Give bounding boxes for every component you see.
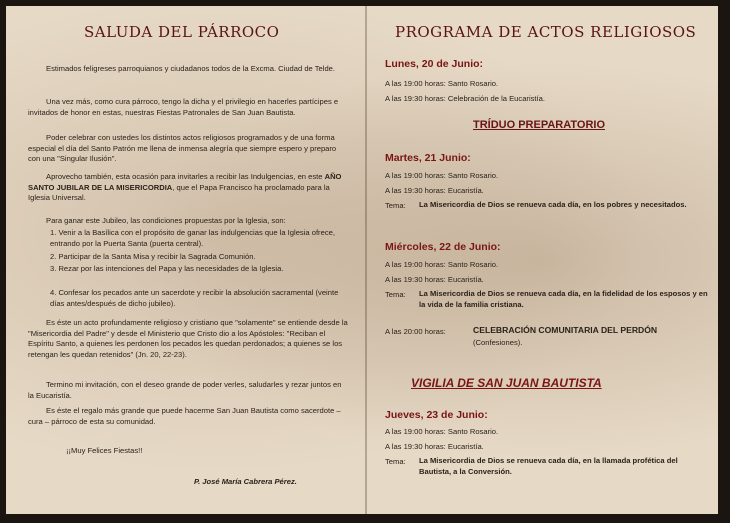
confessions-note: (Confesiones). [473,338,523,347]
paragraph-4 [28,172,348,204]
paragraph-4-text-a: Aprovecho también, esta ocasión para invitarles a recibir las Indulgencias, en este [46,172,325,181]
vigil-heading: VIGILIA DE SAN JUAN BAUTISTA [411,376,602,390]
tuesday-line-2: A las 19:30 horas: Eucaristía. [385,186,484,195]
thursday-line-2: A las 19:30 horas: Eucaristía. [385,442,484,451]
tuesday-tema-text: La Misericordia de Dios se renueva cada día, en los pobres y necesitados. [419,200,687,209]
wednesday-line-3: A las 20:00 horas: [385,327,446,336]
date-thursday: Jueves, 23 de Junio: [385,409,488,421]
condition-item-1: 1. Venir a la Basílica con el propósito de ganar las indulgencias que la Iglesia ofrece, entrando por la Puerta Santa (puerta central). [50,228,335,248]
paragraph-5: Para ganar este Jubileo, las condiciones propuestas por la Iglesia, son: [46,216,286,225]
program-sheet [6,6,718,514]
right-title: PROGRAMA DE ACTOS RELIGIOSOS [395,23,697,41]
date-monday: Lunes, 20 de Junio: [385,58,484,70]
thursday-line-1: A las 19:00 horas: Santo Rosario. [385,427,499,436]
paragraph-8: Es éste el regalo más grande que puede hacerme San Juan Bautista como sacerdote – cura – párroco de esta su comunidad. [28,406,341,426]
tuesday-tema-label: Tema: [385,201,406,210]
wednesday-line-1: A las 19:00 horas: Santo Rosario. [385,260,499,269]
thursday-tema-label: Tema: [385,457,406,466]
page-fold [365,6,367,514]
thursday-tema-text: La Misericordia de Dios se renueva cada día, en la llamada profética del Bautista, a la Conversión. [419,456,678,476]
tuesday-tema [419,200,711,211]
left-title: SALUDA DEL PÁRROCO [84,23,280,41]
paragraph-7: Termino mi invitación, con el deseo grande de poder verles, saludarles y rezar juntos en la Eucaristía. [28,380,342,400]
greeting: ¡¡Muy Felices Fiestas!! [66,446,143,455]
paragraph-4-text-c: , que el Papa Francisco ha proclamado para la Iglesia Universal. [28,182,330,202]
condition-item-4: 4. Confesar los pecados ante un sacerdote y recibir la absolución sacramental (veinte días antes/después de dicho jubileo). [50,288,339,308]
celebration-title: CELEBRACIÓN COMUNITARIA DEL PERDÓN [473,325,658,335]
monday-line-2: A las 19:30 horas: Celebración de la Eucaristía. [385,94,545,103]
wednesday-tema [419,289,711,310]
condition-item-2: 2. Participar de la Santa Misa y recibir la Sagrada Comunión. [50,252,256,261]
date-tuesday: Martes, 21 Junio: [385,152,471,164]
tuesday-line-1: A las 19:00 horas: Santo Rosario. [385,171,499,180]
paragraph-1: Estimados feligreses parroquianos y ciudadanos todos de la Excma. Ciudad de Telde. [46,64,336,73]
triduo-heading: TRÍDUO PREPARATORIO [473,119,606,131]
thursday-tema [419,456,711,477]
jubilee-year-text: AÑO SANTO JUBILAR DE LA MISERICORDIA [28,172,342,192]
wednesday-tema-label: Tema: [385,290,406,299]
wednesday-line-2: A las 19:30 horas: Eucaristía. [385,275,484,284]
signature: P. José María Cabrera Pérez. [194,477,297,486]
paragraph-6: Es éste un acto profundamente religioso y cristiano que "solamente" se entiende desde la "Misericordia del Padre" y desde el Ministerio que Cristo dio a los Apóstoles: "Reciban el Espíritu Santo, a quienes les perdonen los pecados les quedan perdonados; a quienes se los retengan les quedan retenidos" (Jn. 20, 22-23). [28,318,348,359]
wednesday-tema-text: La Misericordia de Dios se renueva cada día, en la fidelidad de los esposos y en la vida de la familia cristiana. [419,289,708,309]
date-wednesday: Miércoles, 22 de Junio: [385,241,501,253]
monday-line-1: A las 19:00 horas: Santo Rosario. [385,79,499,88]
paragraph-2: Una vez más, como cura párroco, tengo la dicha y el privilegio en hacerles partícipes e invitados de honor en estas, nuestras Fiestas Patronales de San Juan Bautista. [28,97,339,117]
condition-item-3: 3. Rezar por las intenciones del Papa y las necesidades de la Iglesia. [50,264,284,273]
paragraph-3: Poder celebrar con ustedes los distintos actos religiosos programados y de una forma especial el día del Santo Patrón me llena de inmensa alegría que siempre espero y preparo con una "Singular Ilusión". [28,133,337,163]
